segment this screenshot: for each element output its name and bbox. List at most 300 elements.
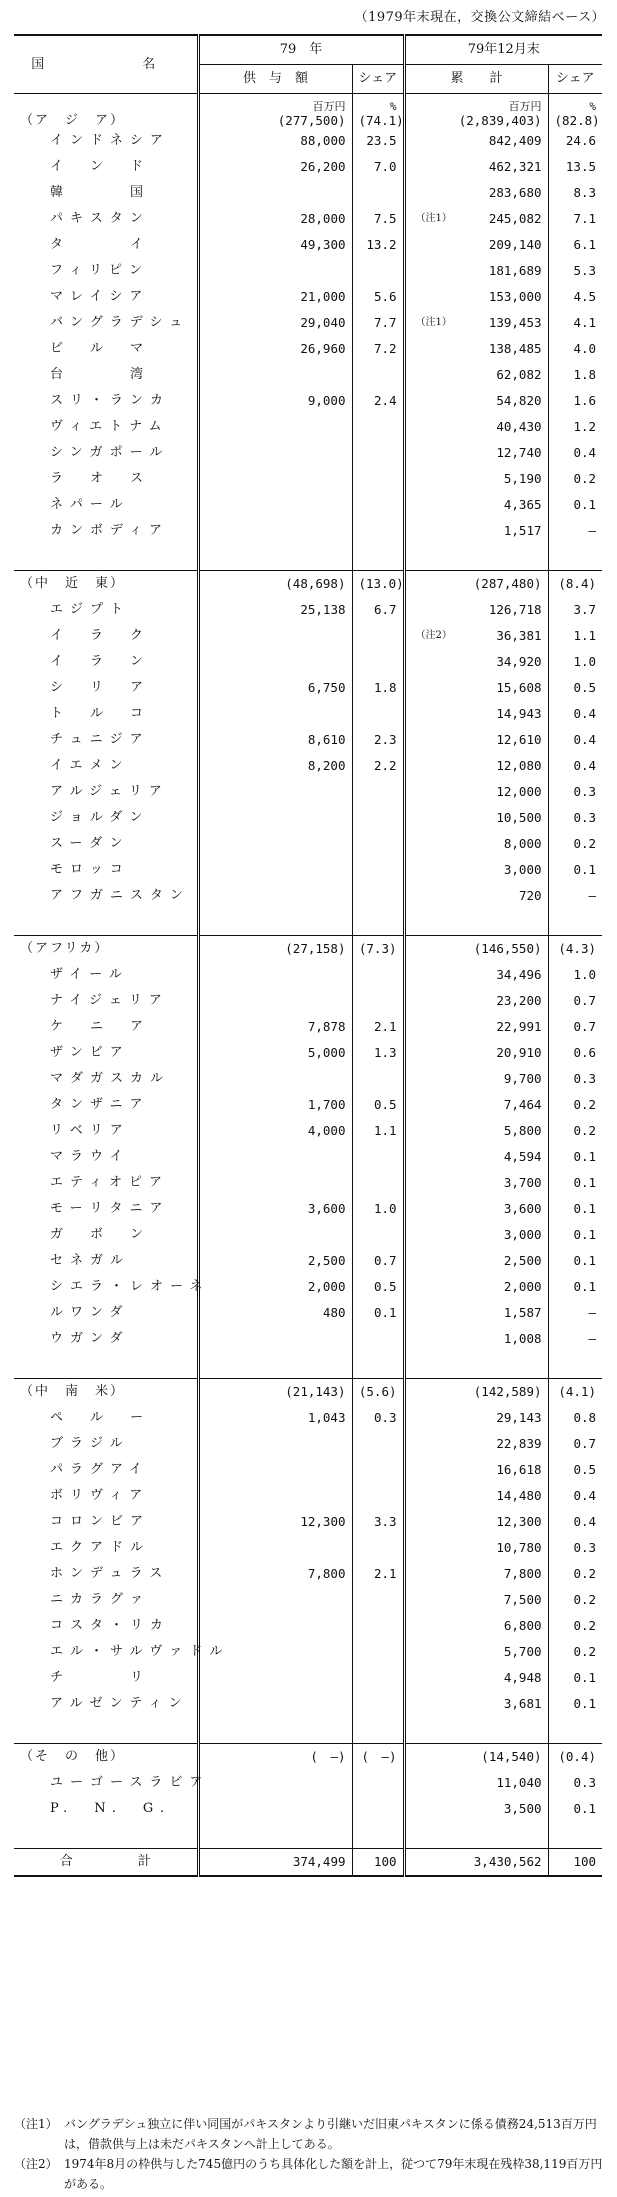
supply-value: 49,300 (198, 232, 352, 258)
spacer-cell (14, 544, 198, 571)
cumulative-value (404, 1196, 548, 1222)
spacer-cell (198, 909, 352, 936)
value: 7,464 (503, 1097, 542, 1112)
value: 54,820 (496, 393, 542, 408)
share-value (352, 805, 404, 831)
footnote-1 (14, 2114, 604, 2154)
value: 139,453 (488, 315, 542, 330)
country-name: エティオピア (50, 1175, 169, 1190)
value: 153,000 (488, 289, 542, 304)
share-value (352, 414, 404, 440)
supply-value: 21,000 (198, 284, 352, 310)
unit-label: 百万円 (312, 100, 346, 113)
country-name: マダガスカル (50, 1071, 171, 1086)
cum-share-value: 0.7 (548, 1014, 602, 1040)
share-value (352, 1587, 404, 1613)
country-name: シンガポール (50, 445, 170, 460)
value: 3,700 (503, 1175, 542, 1190)
cumulative-value (404, 1118, 548, 1144)
cum-share-value: 0.1 (548, 1144, 602, 1170)
supply-value (198, 1144, 352, 1170)
value: 3,000 (503, 862, 542, 877)
country-name: アルジェリア (50, 784, 169, 799)
cum-share-value: 0.4 (548, 1509, 602, 1535)
share-value (352, 831, 404, 857)
share-value: 2.1 (352, 1561, 404, 1587)
cum-total-header: 累 計 (404, 65, 548, 94)
supply-value (198, 466, 352, 492)
country-row (14, 597, 602, 623)
country-name: ケ ニ ア (50, 1019, 151, 1034)
cum-share-value: 0.1 (548, 1796, 602, 1822)
supply-value (198, 1535, 352, 1561)
value: 12,080 (496, 758, 542, 773)
country-name: スリ・ランカ (50, 393, 171, 408)
country-name: ニカラグァ (50, 1592, 151, 1607)
cumulative-value (404, 1587, 548, 1613)
cumulative-value (404, 857, 548, 883)
region-cum-share (548, 571, 602, 598)
region-row (14, 1744, 602, 1771)
region-share (352, 1744, 404, 1771)
region-row (14, 1379, 602, 1406)
country-row (14, 701, 602, 727)
share-value (352, 1170, 404, 1196)
supply-header: 供 与 額 (198, 65, 352, 94)
spacer-cell (352, 1822, 404, 1849)
supply-value: 8,200 (198, 753, 352, 779)
share-value: 0.1 (352, 1300, 404, 1326)
value: (48,698) (285, 576, 346, 591)
supply-value: 26,960 (198, 336, 352, 362)
region-supply (198, 1379, 352, 1406)
value: (74.1) (358, 113, 404, 128)
value: 14,943 (496, 706, 542, 721)
country-name: タ イ (50, 237, 151, 252)
cumulative-value (404, 362, 548, 388)
cumulative-value (404, 1144, 548, 1170)
share-value (352, 1483, 404, 1509)
value: 40,430 (496, 419, 542, 434)
value: (142,589) (473, 1384, 542, 1399)
footnote-text: 1974年8月の枠供与した745億円のうち具体化した額を計上，従つて79年末現在残枠38,119百万円がある。 (64, 2157, 603, 2191)
footnotes (14, 2114, 604, 2194)
spacer-cell (352, 1352, 404, 1379)
share-value (352, 1535, 404, 1561)
cumulative-value (404, 154, 548, 180)
country-row (14, 1613, 602, 1639)
country-row (14, 831, 602, 857)
value: 4,948 (503, 1670, 542, 1685)
share-value (352, 1066, 404, 1092)
value: 4,365 (503, 497, 542, 512)
country-row (14, 1457, 602, 1483)
supply-value (198, 857, 352, 883)
region-cum-share (548, 94, 602, 129)
country-row (14, 1196, 602, 1222)
supply-value: 4,000 (198, 1118, 352, 1144)
spacer-cell (404, 544, 548, 571)
country-row (14, 128, 602, 154)
cumulative-value (404, 1509, 548, 1535)
country-name: チ リ (50, 1670, 151, 1685)
share-value: 7.2 (352, 336, 404, 362)
cum-share-value: 4.5 (548, 284, 602, 310)
spacer-cell (548, 1352, 602, 1379)
value: (21,143) (285, 1384, 346, 1399)
cumulative-value (404, 1326, 548, 1352)
cumulative-value (404, 1040, 548, 1066)
value: 283,680 (488, 185, 542, 200)
country-row (14, 154, 602, 180)
share-value (352, 180, 404, 206)
cum-share-value: 6.1 (548, 232, 602, 258)
spacer-cell (404, 1352, 548, 1379)
section-spacer (14, 909, 602, 936)
value: 1,008 (503, 1331, 542, 1346)
country-row (14, 1170, 602, 1196)
cumulative-value (404, 831, 548, 857)
region-cum-share (548, 1379, 602, 1406)
supply-value (198, 1066, 352, 1092)
cumulative-value (404, 1665, 548, 1691)
supply-value (198, 1431, 352, 1457)
country-name: ラ オ ス (50, 471, 151, 486)
country-name: ザンビア (50, 1045, 130, 1060)
section-spacer (14, 1352, 602, 1379)
share-value: 0.5 (352, 1274, 404, 1300)
year-header: 79 年 (198, 35, 404, 65)
supply-value (198, 440, 352, 466)
supply-value: 3,600 (198, 1196, 352, 1222)
country-row (14, 1535, 602, 1561)
cumulative-value (404, 310, 548, 336)
cum-share-value: 0.1 (548, 1196, 602, 1222)
share-value (352, 440, 404, 466)
header-row-1 (14, 35, 602, 65)
cum-share-value: 5.3 (548, 258, 602, 284)
country-name: カンボディア (50, 523, 169, 538)
share-value (352, 1691, 404, 1717)
value: 12,610 (496, 732, 542, 747)
supply-value (198, 1796, 352, 1822)
cumulative-value (404, 1691, 548, 1717)
country-name: ルワンダ (50, 1305, 130, 1320)
region-name: （ア ジ ア） (14, 94, 198, 129)
country-row (14, 232, 602, 258)
country-name: バングラデシュ (50, 315, 190, 330)
country-row (14, 1248, 602, 1274)
cum-share-value: 1.8 (548, 362, 602, 388)
supply-value (198, 1613, 352, 1639)
spacer-cell (14, 1352, 198, 1379)
supply-value (198, 414, 352, 440)
cumulative-value (404, 1561, 548, 1587)
country-name: マラウイ (50, 1149, 130, 1164)
unit-label: 百万円 (508, 100, 542, 113)
country-row (14, 1274, 602, 1300)
region-cumulative (404, 1744, 548, 1771)
country-row (14, 1040, 602, 1066)
share-value: 7.0 (352, 154, 404, 180)
country-name: タンザニア (50, 1097, 150, 1112)
share-value (352, 1457, 404, 1483)
share-value: 5.6 (352, 284, 404, 310)
supply-value: 5,000 (198, 1040, 352, 1066)
value: 181,689 (488, 263, 542, 278)
country-row (14, 753, 602, 779)
share-value (352, 988, 404, 1014)
region-name: （アフリカ） (14, 936, 198, 963)
spacer-cell (198, 1717, 352, 1744)
value: 3,600 (503, 1201, 542, 1216)
country-row (14, 1691, 602, 1717)
cum-share-value: — (548, 518, 602, 544)
cumulative-value (404, 414, 548, 440)
unit-label: % (589, 100, 597, 113)
value: 8,000 (503, 836, 542, 851)
cum-share-value: 4.0 (548, 336, 602, 362)
share-value (352, 857, 404, 883)
spacer-cell (14, 1717, 198, 1744)
country-name: ウガンダ (50, 1331, 130, 1346)
country-name: インドネシア (50, 133, 170, 148)
supply-value (198, 701, 352, 727)
country-row (14, 388, 602, 414)
supply-value: 6,750 (198, 675, 352, 701)
total-supply: 374,499 (198, 1849, 352, 1877)
cumulative-value (404, 1770, 548, 1796)
cumulative-value (404, 1066, 548, 1092)
country-row (14, 206, 602, 232)
cum-share-value: 13.5 (548, 154, 602, 180)
country-name: ネパール (50, 497, 130, 512)
country-row (14, 466, 602, 492)
cumulative-value (404, 518, 548, 544)
footnote-text: バングラデシュ独立に伴い同国がパキスタンより引継いだ旧東パキスタンに係る債務24,513百万円は，借款供与上は未だパキスタンへ計上してある。 (64, 2117, 597, 2151)
cum-share-value: 0.2 (548, 466, 602, 492)
share-value: 6.7 (352, 597, 404, 623)
share-value (352, 779, 404, 805)
value: (0.4) (558, 1749, 597, 1764)
section-spacer (14, 1717, 602, 1744)
cumulative-value (404, 1092, 548, 1118)
cumulative-value (404, 1222, 548, 1248)
value: (14,540) (481, 1749, 542, 1764)
supply-value: 1,043 (198, 1405, 352, 1431)
cumulative-value (404, 1248, 548, 1274)
region-row (14, 94, 602, 129)
cum-share-value: 0.1 (548, 1222, 602, 1248)
section-spacer (14, 1822, 602, 1849)
cum-share-value: 0.4 (548, 701, 602, 727)
country-row (14, 962, 602, 988)
cumulative-value (404, 336, 548, 362)
country-name: ヴィエトナム (50, 419, 169, 434)
cum-share-value: — (548, 1326, 602, 1352)
country-row (14, 180, 602, 206)
share-value (352, 1144, 404, 1170)
country-name: コスタ・リカ (50, 1618, 170, 1633)
cumulative-value (404, 779, 548, 805)
note-marker: （注1） (415, 213, 452, 224)
cum-share-value: 0.2 (548, 1561, 602, 1587)
country-row (14, 1326, 602, 1352)
country-name: ナイジェリア (50, 993, 169, 1008)
cum-share-value: 1.6 (548, 388, 602, 414)
country-name: リベリア (50, 1123, 130, 1138)
cum-share-value: 0.2 (548, 1587, 602, 1613)
country-name: 台 湾 (50, 367, 151, 382)
country-header: 国 名 (14, 35, 198, 94)
spacer-cell (548, 1822, 602, 1849)
region-cumulative (404, 94, 548, 129)
country-row (14, 779, 602, 805)
region-name: （中 南 米） (14, 1379, 198, 1406)
country-name: ガ ボ ン (50, 1227, 151, 1242)
cum-share-value: 0.2 (548, 1092, 602, 1118)
cumulative-value (404, 649, 548, 675)
supply-value (198, 518, 352, 544)
cum-share-value: 1.1 (548, 623, 602, 649)
supply-value (198, 1457, 352, 1483)
cumulative-value (404, 1483, 548, 1509)
cum-share-value: 24.6 (548, 128, 602, 154)
cum-share-value: 1.0 (548, 649, 602, 675)
cumulative-value (404, 883, 548, 909)
country-row (14, 310, 602, 336)
region-cum-share (548, 1744, 602, 1771)
cumulative-value (404, 1014, 548, 1040)
supply-value: 26,200 (198, 154, 352, 180)
value: 7,500 (503, 1592, 542, 1607)
cumulative-value (404, 388, 548, 414)
total-cum-share: 100 (548, 1849, 602, 1877)
supply-value (198, 1691, 352, 1717)
value: (7.3) (358, 941, 397, 956)
cumulative-value (404, 284, 548, 310)
share-value: 0.7 (352, 1248, 404, 1274)
cumulative-value (404, 1405, 548, 1431)
share-value: 1.3 (352, 1040, 404, 1066)
region-name: （そ の 他） (14, 1744, 198, 1771)
cum-share-value: 0.2 (548, 1613, 602, 1639)
spacer-cell (198, 1822, 352, 1849)
region-share (352, 936, 404, 963)
country-row (14, 1639, 602, 1665)
cumulative-value (404, 805, 548, 831)
region-supply (198, 571, 352, 598)
value: 842,409 (488, 133, 542, 148)
share-value (352, 1222, 404, 1248)
value: 62,082 (496, 367, 542, 382)
supply-value: 1,700 (198, 1092, 352, 1118)
value: 29,143 (496, 1410, 542, 1425)
cumulative-value (404, 232, 548, 258)
spacer-cell (198, 544, 352, 571)
country-name: イエメン (50, 758, 130, 773)
table-caption: （1979年末現在，交換公文締結ベース） (354, 10, 605, 25)
value: 12,300 (496, 1514, 542, 1529)
supply-value: 29,040 (198, 310, 352, 336)
spacer-cell (14, 909, 198, 936)
cum-share-value: 0.1 (548, 1274, 602, 1300)
total-cumulative: 3,430,562 (404, 1849, 548, 1877)
cumulative-value (404, 1613, 548, 1639)
supply-value: 7,800 (198, 1561, 352, 1587)
share-value (352, 518, 404, 544)
country-name: ト ル コ (50, 706, 151, 721)
country-row (14, 649, 602, 675)
value: (8.4) (558, 576, 597, 591)
value: 3,000 (503, 1227, 542, 1242)
value: 5,800 (503, 1123, 542, 1138)
region-share (352, 571, 404, 598)
country-row (14, 1144, 602, 1170)
country-name: ペ ル ー (50, 1410, 151, 1425)
value: 12,000 (496, 784, 542, 799)
value: 11,040 (496, 1775, 542, 1790)
country-name: コロンビア (50, 1514, 151, 1529)
cum-share-value: 0.5 (548, 1457, 602, 1483)
spacer-cell (352, 909, 404, 936)
country-row (14, 258, 602, 284)
country-row (14, 1222, 602, 1248)
cumulative-header: 79年12月末 (404, 35, 602, 65)
share-value (352, 701, 404, 727)
country-name: パキスタン (50, 211, 150, 226)
cumulative-value (404, 1535, 548, 1561)
country-row (14, 1509, 602, 1535)
supply-value (198, 883, 352, 909)
cum-share-value: 0.1 (548, 1691, 602, 1717)
cumulative-value (404, 675, 548, 701)
supply-value (198, 1770, 352, 1796)
country-row (14, 1118, 602, 1144)
country-row (14, 1066, 602, 1092)
supply-value: 28,000 (198, 206, 352, 232)
value: 9,700 (503, 1071, 542, 1086)
supply-value (198, 180, 352, 206)
value: (82.8) (554, 113, 600, 128)
country-row (14, 805, 602, 831)
share-value (352, 1613, 404, 1639)
country-row (14, 988, 602, 1014)
country-name: イ ン ド (50, 159, 151, 174)
country-row (14, 675, 602, 701)
value: 16,618 (496, 1462, 542, 1477)
region-cumulative (404, 1379, 548, 1406)
country-row (14, 1405, 602, 1431)
value: 1,587 (503, 1305, 542, 1320)
country-row (14, 362, 602, 388)
spacer-cell (548, 544, 602, 571)
supply-value: 25,138 (198, 597, 352, 623)
value: (4.1) (558, 1384, 597, 1399)
cum-share-value: 0.1 (548, 492, 602, 518)
region-supply (198, 1744, 352, 1771)
value: 23,200 (496, 993, 542, 1008)
spacer-cell (352, 1717, 404, 1744)
supply-value: 12,300 (198, 1509, 352, 1535)
spacer-cell (404, 1822, 548, 1849)
country-name: エル・サルヴァドル (50, 1644, 230, 1659)
cumulative-value (404, 180, 548, 206)
region-share (352, 94, 404, 129)
share-header: シェア (352, 65, 404, 94)
share-value (352, 1326, 404, 1352)
supply-value (198, 1170, 352, 1196)
